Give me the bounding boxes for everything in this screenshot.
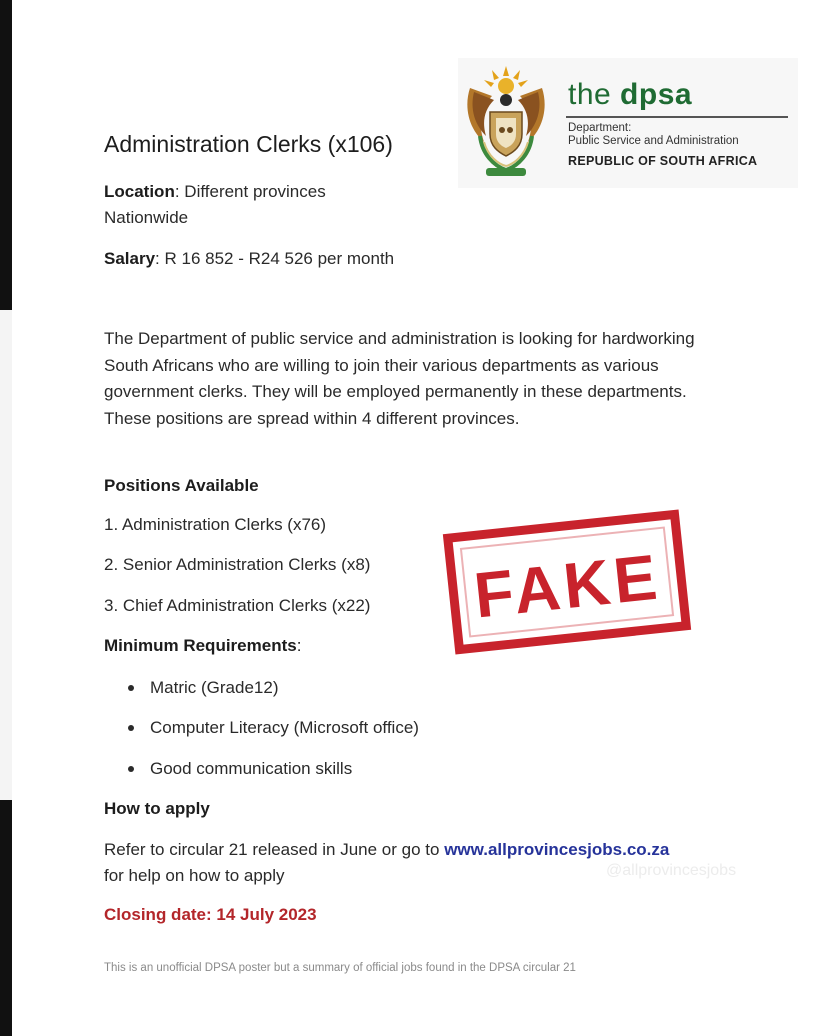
job-title: Administration Clerks (x106) [104, 131, 393, 157]
location-value: : Different provinces [174, 182, 326, 201]
requirements-heading-colon: : [296, 636, 302, 655]
dpsa-divider [566, 116, 788, 118]
salary-label: Salary [104, 249, 156, 268]
location-line-2: Nationwide [104, 208, 189, 227]
dpsa-department [568, 122, 739, 148]
bullet-dot [128, 685, 134, 691]
fake-stamp [441, 508, 693, 656]
requirement-text: Computer Literacy (Microsoft office) [150, 718, 419, 737]
positions-heading: Positions Available [104, 476, 259, 495]
apply-line-1 [104, 840, 669, 860]
dpsa-brand-name: dpsa [620, 78, 693, 111]
location-label: Location [104, 182, 175, 201]
requirement-item-3 [128, 759, 352, 779]
coat-of-arms-icon [462, 62, 550, 180]
dpsa-brand [568, 78, 692, 112]
footer-disclaimer: This is an unofficial DPSA poster but a summary of official jobs found in the DPSA circular 21 [104, 962, 576, 974]
position-item-2: 2. Senior Administration Clerks (x8) [104, 555, 371, 574]
dpsa-brand-prefix: the [568, 78, 621, 111]
requirement-text: Matric (Grade12) [150, 678, 279, 697]
apply-text: Refer to circular 21 released in June or go to [104, 840, 445, 859]
closing-date: Closing date: 14 July 2023 [104, 905, 317, 924]
bullet-dot [128, 725, 134, 731]
position-item-3: 3. Chief Administration Clerks (x22) [104, 596, 371, 615]
requirements-heading-text: Minimum Requirements [104, 636, 297, 655]
watermark: @allprovincesjobs [606, 862, 737, 879]
position-item-1: 1. Administration Clerks (x76) [104, 515, 327, 534]
apply-line-2: for help on how to apply [104, 866, 285, 885]
dpsa-country: REPUBLIC OF SOUTH AFRICA [568, 154, 758, 168]
salary-line [104, 249, 394, 269]
location-line [104, 182, 326, 202]
dept-line-1: Department: [568, 122, 632, 134]
bullet-dot [128, 766, 134, 772]
requirement-text: Good communication skills [150, 759, 353, 778]
salary-value: : R 16 852 - R24 526 per month [155, 249, 395, 268]
requirement-item-1 [128, 678, 278, 698]
apply-link[interactable]: www.allprovincesjobs.co.za [444, 840, 670, 859]
requirements-heading [104, 636, 301, 656]
requirement-item-2 [128, 718, 419, 738]
job-description: The Department of public service and administration is looking for hardworking South Africans who are willing to join their various departments as various government clerks. They will be employed permanently in these departments. These positions are spread within 4 different provinces. [104, 329, 695, 428]
left-edge-border [0, 0, 12, 1036]
apply-heading: How to apply [104, 799, 210, 818]
dept-line-2: Public Service and Administration [568, 135, 739, 147]
fake-stamp-text: FAKE [470, 540, 665, 632]
